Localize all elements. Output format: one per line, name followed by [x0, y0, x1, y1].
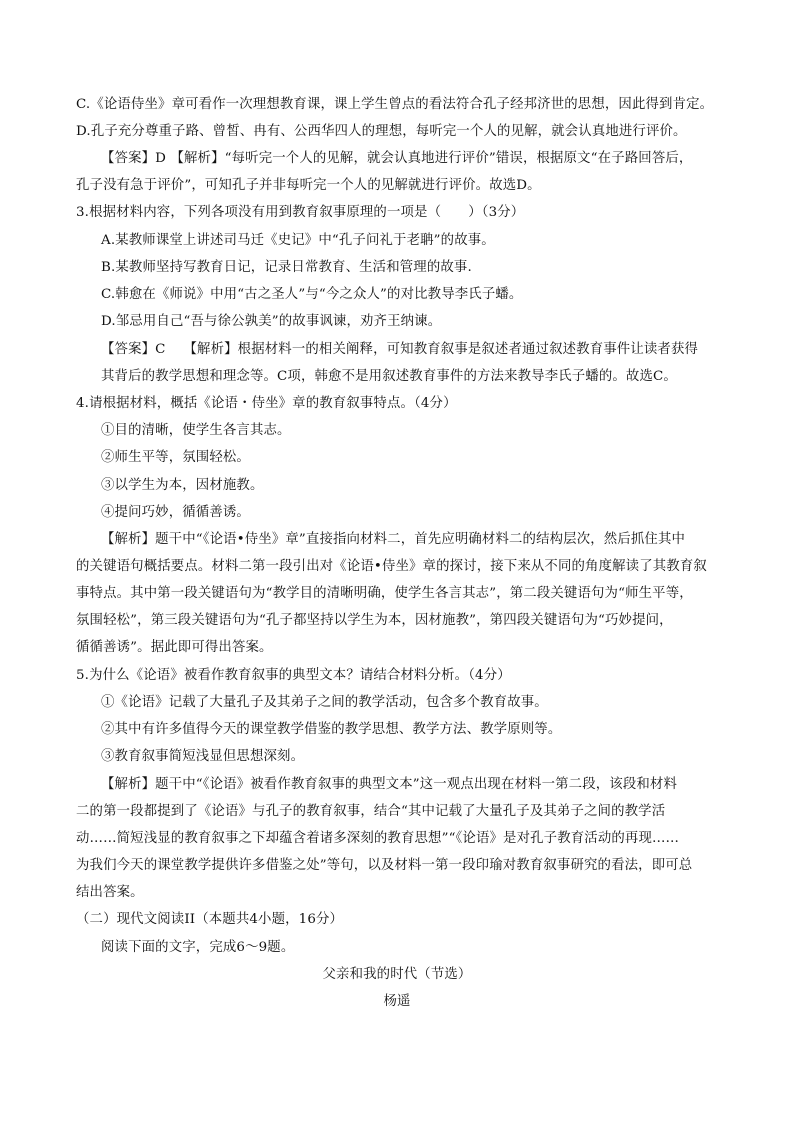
- question-3-stem: 3.根据材料内容，下列各项没有用到教育叙事原理的一项是（ ）（3分）: [76, 205, 525, 220]
- question-4-point-4: ④提问巧妙，循循善诱。: [101, 505, 250, 520]
- analysis-5-line-5: 结出答案。: [76, 885, 144, 900]
- answer-3-line-1: 【答案】C 【解析】根据材料一的相关阐释，可知教育叙事是叙述者通过叙述教育事件让读者获得: [101, 342, 699, 357]
- section-heading: （二）现代文阅读II（本题共4小题，16分）: [76, 912, 344, 927]
- analysis-5-line-1: 【解析】题干中“《论语》被看作教育叙事的典型文本”这一观点出现在材料一第二段，该段和材料: [101, 777, 677, 792]
- question-5-stem: 5.为什么《论语》被看作教育叙事的典型文本？请结合材料分析。（4分）: [76, 668, 511, 683]
- article-title: 父亲和我的时代（节选）: [322, 967, 472, 982]
- analysis-5-line-2: 二的第一段都提到了《论语》与孔子的教育叙事，结合“其中记载了大量孔子及其弟子之间的教学活: [76, 804, 666, 819]
- article-author: 杨遥: [383, 994, 411, 1009]
- option-d-line: D.孔子充分尊重子路、曾皙、冉有、公西华四人的理想，每听完一个人的见解，就会认真地进行评价。: [76, 124, 687, 139]
- analysis-4-line-1: 【解析】题干中“《论语•侍坐》章”直接指向材料二，首先应明确材料二的结构层次，然后抓住其中: [101, 532, 686, 547]
- answer-2-line-1: 【答案】D 【解析】“每听完一个人的见解，就会认真地进行评价”错误，根据原文“在子路回答后，: [101, 151, 693, 166]
- question-4-point-2: ②师生平等，氛围轻松。: [101, 450, 250, 465]
- question-3-option-c: C.韩愈在《师说》中用“古之圣人”与“今之众人”的对比教导李氏子蟠。: [101, 287, 523, 302]
- question-5-point-1: ①《论语》记载了大量孔子及其弟子之间的教学活动，包含多个教育故事。: [101, 695, 548, 710]
- reading-instruction: 阅读下面的文字，完成6～9题。: [101, 940, 295, 955]
- answer-2-line-2: 孔子没有急于评价”，可知孔子并非每听完一个人的见解就进行评价。故选D。: [76, 178, 541, 193]
- question-3-option-d: D.邹忌用自己“吾与徐公孰美”的故事讽谏，劝齐王纳谏。: [101, 314, 442, 329]
- question-3-option-a: A.某教师课堂上讲述司马迁《史记》中“孔子问礼于老聃”的故事。: [101, 233, 495, 248]
- question-4-point-1: ①目的清晰，使学生各言其志。: [101, 423, 291, 438]
- analysis-4-line-4: 氛围轻松”，第三段关键语句为“孔子都坚持以学生为本，因材施教”，第四段关键语句为“巧妙提问，: [76, 613, 673, 628]
- question-4-point-3: ③以学生为本，因材施教。: [101, 478, 264, 493]
- analysis-5-line-4: 为我们今天的课堂教学提供许多借鉴之处”等句，以及材料一第一段印瑜对教育叙事研究的看法，即可总: [76, 858, 693, 873]
- question-5-point-3: ③教育叙事简短浅显但思想深刻。: [101, 749, 305, 764]
- question-5-point-2: ②其中有许多值得今天的课堂教学借鉴的教学思想、教学方法、教学原则等。: [101, 722, 562, 737]
- question-4-stem: 4.请根据材料，概括《论语・侍坐》章的教育叙事特点。（4分）: [76, 396, 457, 411]
- question-3-option-b: B.某教师坚持写教育日记，记录日常教育、生活和管理的故事.: [101, 260, 472, 275]
- analysis-4-line-2: 的关键语句概括要点。材料二第一段引出对《论语•侍坐》章的探讨，接下来从不同的角度解读了其教育叙: [76, 559, 707, 574]
- answer-3-line-2: 其背后的教学思想和理念等。C项，韩愈不是用叙述教育事件的方法来教导李氏子蟠的。故选C。: [101, 369, 677, 384]
- option-c-line: C.《论语侍坐》章可看作一次理想教育课，课上学生曾点的看法符合孔子经邦济世的思想，因此得到肯定。: [76, 97, 714, 112]
- analysis-4-line-5: 循循善诱”。据此即可得出答案。: [76, 640, 273, 655]
- analysis-4-line-3: 事特点。其中第一段关键语句为“教学目的清晰明确，使学生各言其志”，第二段关键语句为“师生平等，: [76, 586, 693, 601]
- analysis-5-line-3: 动……简短浅显的教育叙事之下却蕴含着诸多深刻的教育思想”“《论语》是对孔子教育活动的再现……: [76, 831, 680, 846]
